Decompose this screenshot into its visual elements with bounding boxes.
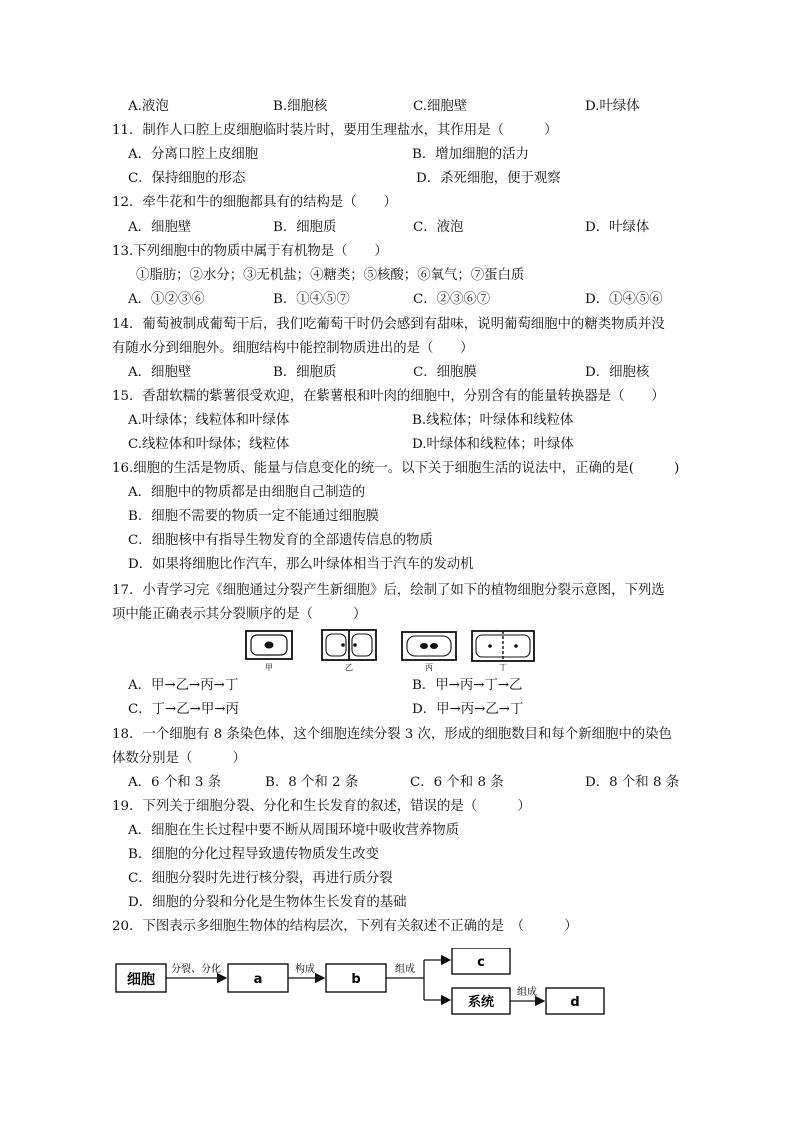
node-a-label: a	[253, 972, 263, 987]
q14-option-a: A．细胞壁	[128, 365, 192, 380]
q12-option-d: D．叶绿体	[585, 220, 650, 235]
q15-option-c: C.线粒体和叶绿体；线粒体	[128, 437, 290, 452]
q18-option-a: A．6 个和 3 条	[128, 775, 222, 790]
q12-stem: 12．牵牛花和牛的细胞都具有的结构是（ ）	[112, 195, 397, 210]
q14-option-c: C．细胞膜	[413, 365, 477, 380]
q11-stem: 11．制作人口腔上皮细胞临时装片时，要用生理盐水，其作用是（ ）	[112, 123, 558, 138]
q11-option-b: B．增加细胞的活力	[412, 147, 529, 162]
node-b-label: b	[351, 972, 361, 987]
cell-division-figure	[240, 626, 560, 672]
edge-label-compose-1: 组成	[395, 964, 415, 975]
q18-option-b: B．8 个和 2 条	[265, 775, 359, 790]
q17-option-b: B．甲→丙→丁→乙	[412, 678, 523, 693]
q10-option-c: C.细胞壁	[413, 99, 468, 114]
q15-option-a: A.叶绿体；线粒体和叶绿体	[128, 413, 290, 428]
node-system-label: 系统	[467, 995, 495, 1010]
node-cell-label: 细胞	[127, 972, 155, 988]
q15-stem: 15．香甜软糯的紫薯很受欢迎，在紫薯根和叶肉的细胞中，分别含有的能量转换器是（ ）	[112, 389, 665, 404]
label-ding: 丁	[499, 663, 507, 672]
q19-option-b: B．细胞的分化过程导致遗传物质发生改变	[128, 847, 379, 862]
label-jia: 甲	[265, 663, 273, 672]
node-d-label: d	[570, 995, 580, 1010]
q20-stem: 20．下图表示多细胞生物体的结构层次，下列有关叙述不正确的是 （ ）	[112, 919, 578, 934]
edge-label-constitute: 构成	[295, 964, 315, 975]
q17-option-d: D．甲→丙→乙→丁	[412, 702, 524, 717]
q12-option-b: B．细胞质	[273, 220, 337, 235]
cell-yi	[322, 630, 376, 660]
q12-option-c: C．液泡	[413, 220, 464, 235]
q14-stem-line2: 有随水分到细胞外。细胞结构中能控制物质进出的是（ ）	[112, 341, 474, 356]
q13-items: ①脂肪；②水分；③无机盐；④糖类；⑤核酸；⑥氧气；⑦蛋白质	[136, 268, 525, 283]
q16-option-d: D．如果将细胞比作汽车，那么叶绿体相当于汽车的发动机	[128, 557, 474, 572]
q18-stem-line1: 18．一个细胞有 8 条染色体，这个细胞连续分裂 3 次，形成的细胞数目和每个新细胞中的染色	[112, 727, 672, 742]
q16-option-a: A．细胞中的物质都是由细胞自己制造的	[128, 485, 366, 500]
q12-option-a: A．细胞壁	[128, 220, 192, 235]
q17-option-a: A．甲→乙→丙→丁	[128, 678, 239, 693]
q10-option-b: B.细胞核	[273, 99, 328, 114]
q13-option-b: B．①④⑤⑦	[273, 292, 350, 307]
structure-level-diagram	[114, 948, 614, 1022]
q14-option-d: D．细胞核	[585, 365, 650, 380]
q16-option-b: B．细胞不需要的物质一定不能通过细胞膜	[128, 509, 379, 524]
q16-stem: 16.细胞的生活是物质、能量与信息变化的统一。以下关于细胞生活的说法中，正确的是( )	[112, 461, 680, 476]
cell-bing	[402, 632, 456, 660]
q19-option-a: A．细胞在生长过程中要不断从周围环境中吸收营养物质	[128, 823, 460, 838]
label-bing: 丙	[425, 663, 433, 672]
edge-label-divide-differentiate: 分裂、分化	[171, 964, 221, 975]
q17-stem-line2: 项中能正确表示其分裂顺序的是（ ）	[112, 607, 367, 622]
q14-option-b: B．细胞质	[273, 365, 337, 380]
q13-stem: 13.下列细胞中的物质中属于有机物是（ ）	[112, 244, 388, 259]
q17-option-c: C．丁→乙→甲→丙	[128, 702, 239, 717]
q13-option-d: D．①④⑤⑥	[585, 292, 663, 307]
node-c-label: c	[477, 955, 485, 970]
q15-option-b: B.线粒体；叶绿体和线粒体	[412, 413, 574, 428]
q13-option-a: A．①②③⑥	[128, 292, 205, 307]
q18-option-d: D．8 个和 8 条	[585, 775, 680, 790]
q15-option-d: D.叶绿体和线粒体；叶绿体	[412, 437, 574, 452]
edge-label-compose-2: 组成	[517, 987, 537, 998]
label-yi: 乙	[345, 663, 353, 672]
q13-option-c: C．②③⑥⑦	[413, 292, 491, 307]
q14-stem-line1: 14．葡萄被制成葡萄干后，我们吃葡萄干时仍会感到有甜味，说明葡萄细胞中的糖类物质并没	[112, 317, 665, 332]
q11-option-c: C．保持细胞的形态	[128, 171, 246, 186]
q19-option-d: D．细胞的分裂和分化是生物体生长发育的基础	[128, 895, 407, 910]
q17-stem-line1: 17．小青学习完《细胞通过分裂产生新细胞》后，绘制了如下的植物细胞分裂示意图，下列选	[112, 583, 665, 598]
q18-stem-line2: 体数分别是（ ）	[112, 751, 246, 766]
q11-option-d: D．杀死细胞，便于观察	[416, 171, 561, 186]
q11-option-a: A．分离口腔上皮细胞	[128, 147, 259, 162]
q10-option-a: A.液泡	[128, 99, 169, 114]
q19-stem: 19．下列关于细胞分裂、分化和生长发育的叙述，错误的是（ ）	[112, 799, 531, 814]
q10-option-d: D.叶绿体	[585, 99, 640, 114]
q18-option-c: C．6 个和 8 条	[410, 775, 504, 790]
cell-ding	[472, 631, 534, 661]
q16-option-c: C．细胞核中有指导生物发育的全部遗传信息的物质	[128, 533, 433, 548]
cell-jia	[246, 631, 292, 659]
q19-option-c: C．细胞分裂时先进行核分裂，再进行质分裂	[128, 871, 393, 886]
